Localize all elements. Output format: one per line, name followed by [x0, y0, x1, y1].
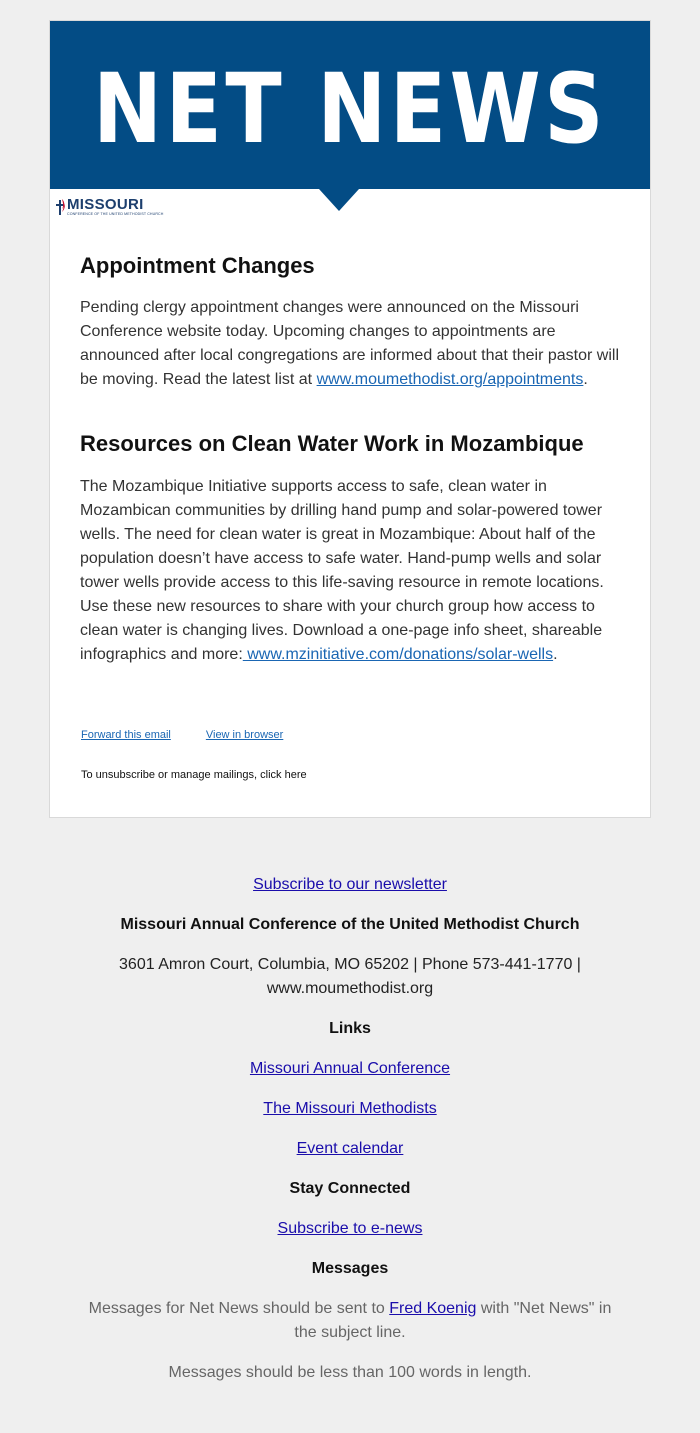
missouri-conference-link[interactable]: Missouri Annual Conference — [249, 1060, 451, 1077]
newsletter-title: NET NEWS — [92, 53, 608, 165]
header-banner — [50, 21, 650, 189]
article-text-end: . — [583, 371, 588, 388]
subscribe-newsletter-link[interactable]: Subscribe to our newsletter — [253, 876, 447, 893]
logo-subtitle: CONFERENCE OF THE UNITED METHODIST CHURCH — [67, 211, 164, 216]
messages-length-note: Messages should be less than 100 words in length. — [168, 1364, 532, 1381]
messages-text-end: with "Net News" in — [476, 1300, 612, 1317]
subscribe-enews-link[interactable]: Subscribe to e-news — [277, 1220, 423, 1237]
missouri-methodists-link[interactable]: The Missouri Methodists — [263, 1100, 437, 1117]
banner-pointer — [319, 189, 359, 211]
messages-instructions — [0, 1297, 700, 1321]
appointments-link[interactable]: www.moumethodist.org/appointments — [316, 371, 584, 388]
solar-wells-link[interactable]: www.mzinitiative.com/donations/solar-wells — [242, 646, 554, 663]
messages-heading: Messages — [311, 1260, 389, 1277]
email-actions — [81, 729, 283, 741]
article-body-mozambique — [80, 475, 625, 667]
messages-subject-line: the subject line. — [294, 1324, 406, 1341]
stay-connected-heading: Stay Connected — [289, 1180, 411, 1197]
unsubscribe-link[interactable]: To unsubscribe or manage mailings, click here — [81, 769, 307, 781]
article-heading-mozambique: Resources on Clean Water Work in Mozambique — [80, 431, 584, 456]
missouri-conference-logo — [56, 196, 163, 218]
links-heading: Links — [329, 1020, 371, 1037]
cross-flame-icon — [56, 198, 66, 216]
article-text-end: . — [553, 646, 558, 663]
article-text: The Mozambique Initiative supports access to safe, clean water in Mozambican communities by drilling hand pump and solar-powered tower wells. The need for clean water is great in Mozambique: About half of the population doesn’t have access to safe water. Hand-pump wells and solar tower wells provide access to this life-saving resource in remote locations. Use these new resources to share with your church group how access to clean water is changing lives. Download a one-page info sheet, shareable infographics and more: — [80, 478, 604, 663]
forward-email-link[interactable]: Forward this email — [81, 729, 171, 741]
logo-wordmark: MISSOURI — [67, 195, 144, 213]
article-text: Pending clergy appointment changes were announced on the Missouri Conference website today. Upcoming changes to appointments are announced after local congregations are informed about that their pastor will be moving. Read the latest list at — [80, 299, 619, 388]
messages-text: Messages for Net News should be sent to — [88, 1300, 390, 1317]
organization-name: Missouri Annual Conference of the United Methodist Church — [120, 916, 580, 933]
website-line: www.moumethodist.org — [266, 980, 434, 997]
newsletter-card — [49, 20, 651, 818]
article-body-appointments — [80, 296, 625, 392]
view-in-browser-link[interactable]: View in browser — [205, 729, 284, 741]
article-heading-appointments: Appointment Changes — [80, 253, 315, 278]
event-calendar-link[interactable]: Event calendar — [296, 1140, 404, 1157]
address-line: 3601 Amron Court, Columbia, MO 65202 | Phone 573-441-1770 | — [119, 956, 581, 973]
fred-koenig-link[interactable]: Fred Koenig — [389, 1300, 477, 1317]
